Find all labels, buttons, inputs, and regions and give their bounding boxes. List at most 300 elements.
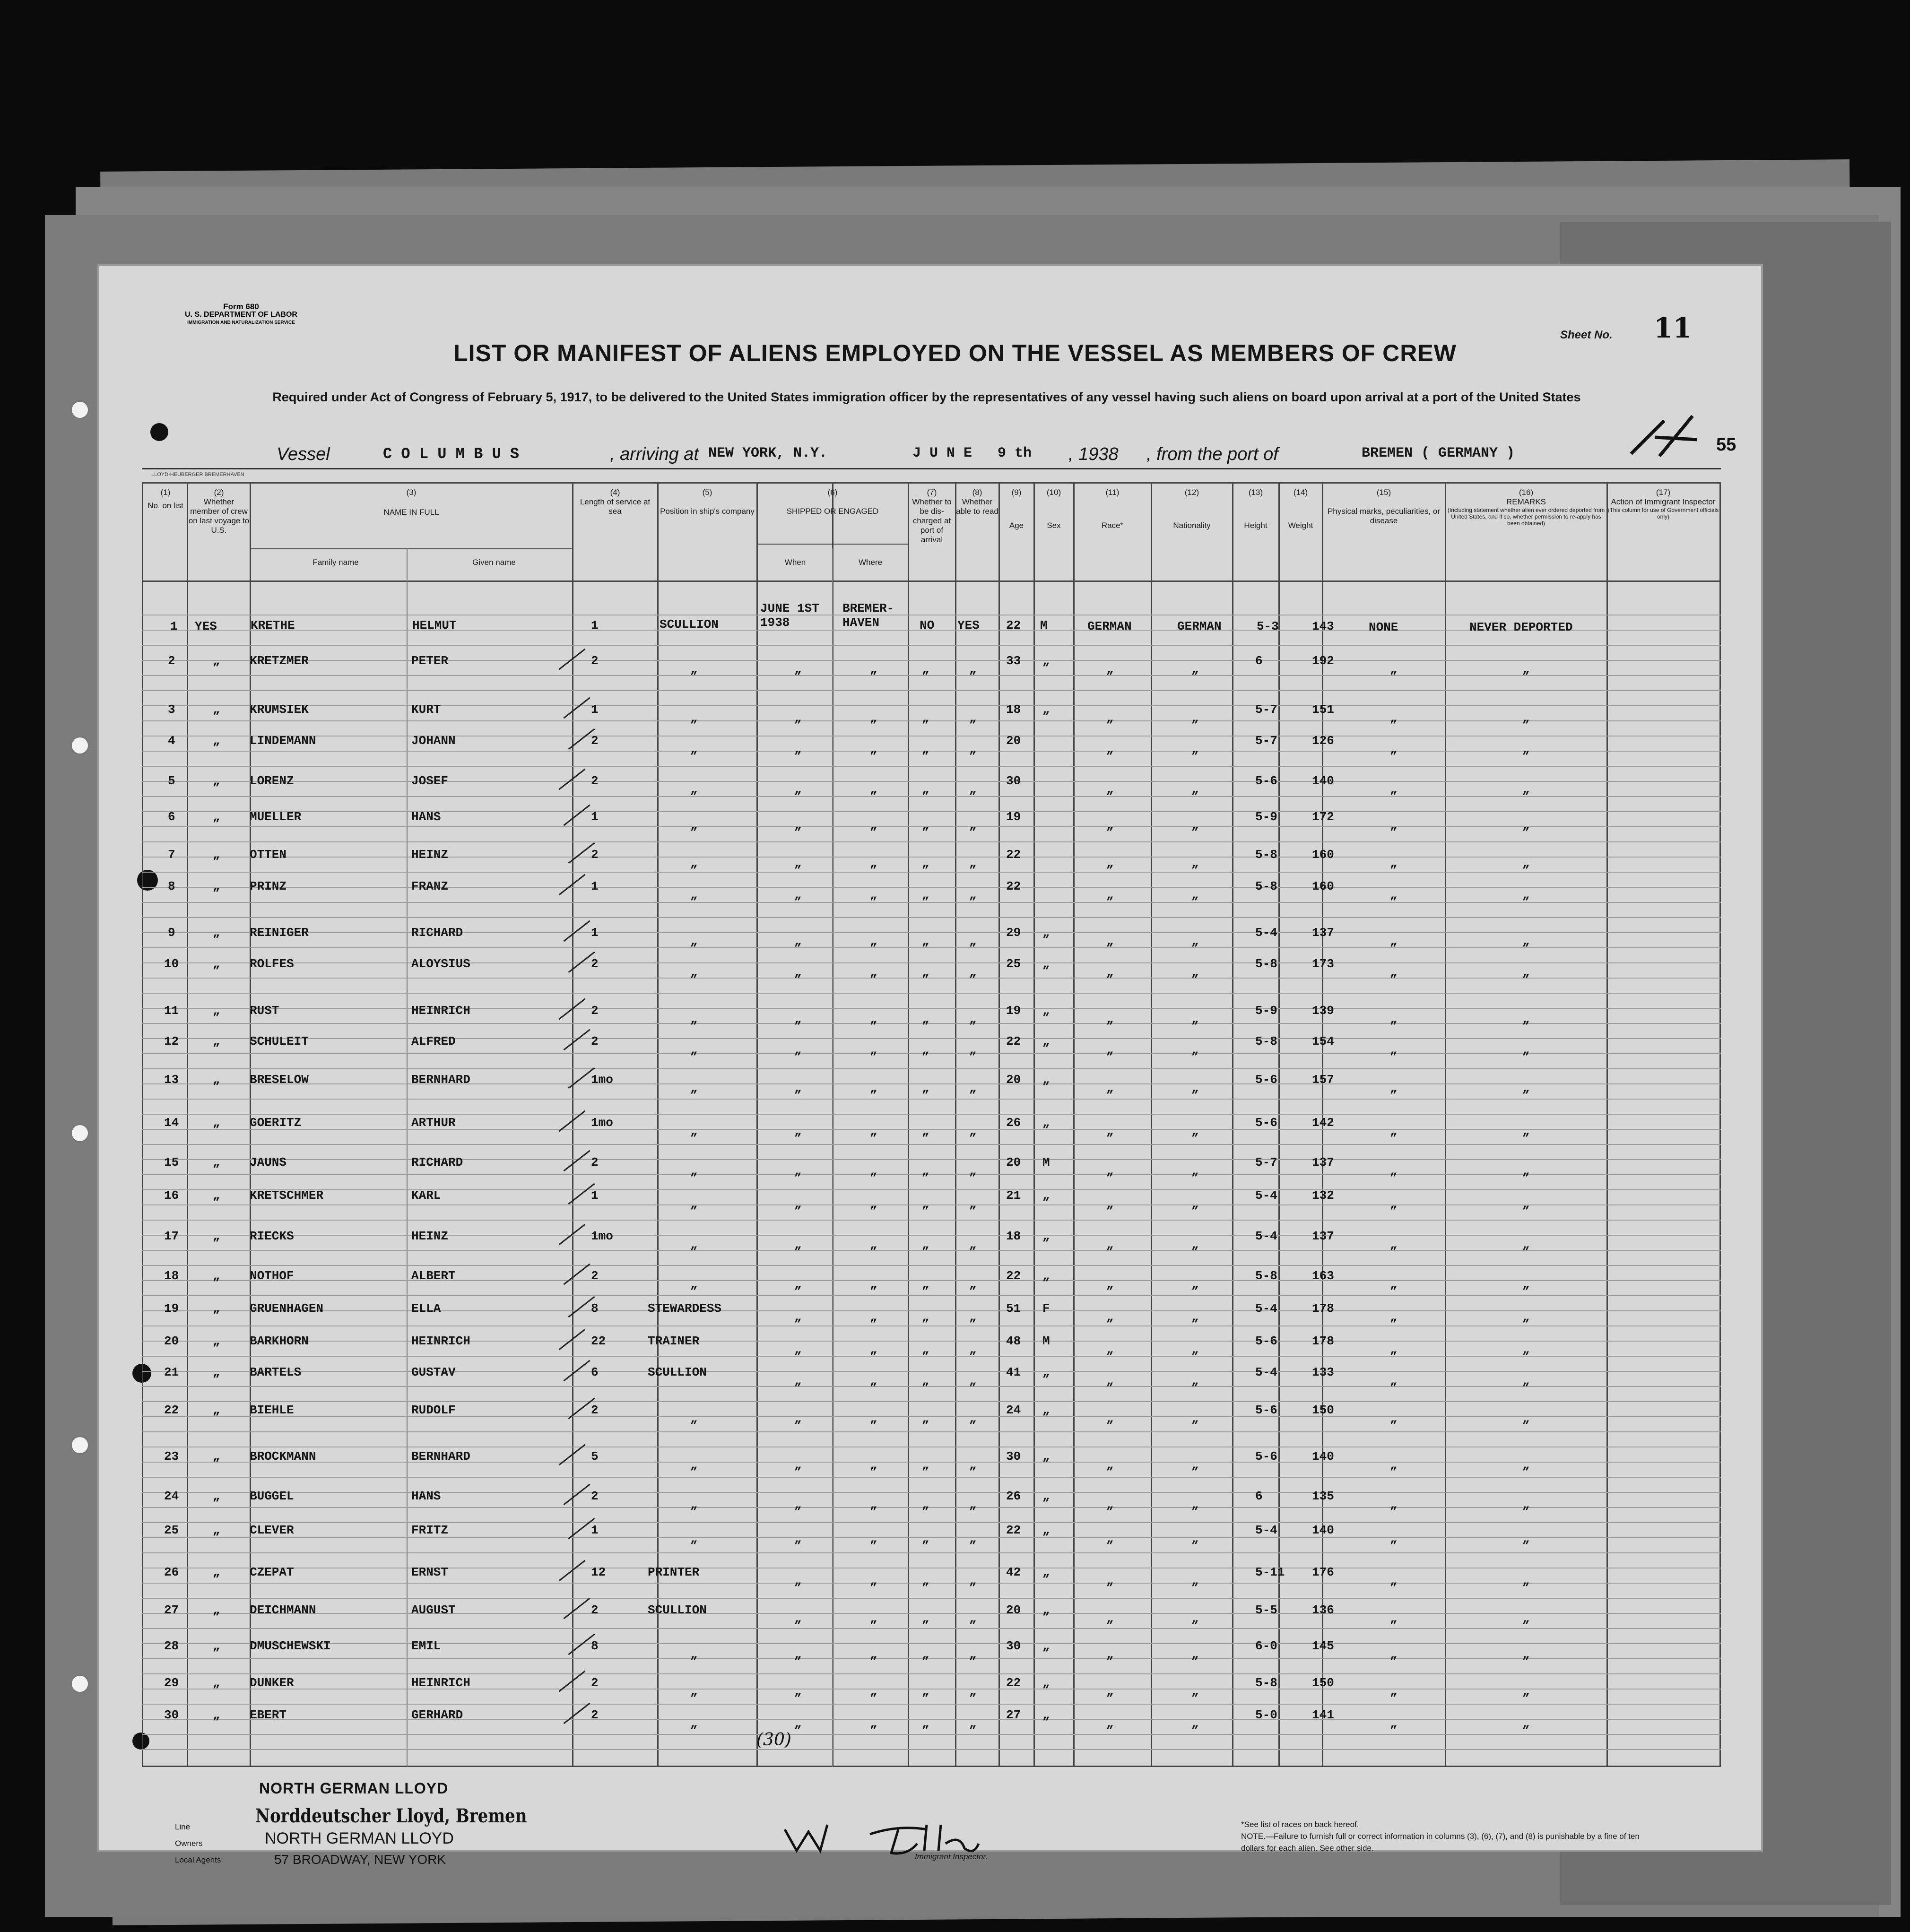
ditto-mark: „ [922,934,929,948]
vessel-name: C O L U M B U S [383,445,520,463]
position: „ [690,1532,698,1546]
ditto-mark: „ [794,1238,802,1252]
agents-label: Local Agents [175,1855,221,1864]
crew-member-flag: „ [213,1603,220,1617]
given-name: PETER [411,654,449,668]
ditto-mark: „ [1522,1647,1530,1662]
weight: 163 [1312,1269,1334,1283]
row-rule [142,766,1721,767]
row-rule [142,645,1721,646]
row-number: 22 [164,1403,179,1417]
name-subheader-rule [251,548,572,549]
position: STEWARDESS [648,1301,722,1316]
sex: „ [1042,1034,1050,1048]
crew-member-flag: „ [213,1301,220,1316]
ditto-mark: „ [922,1012,929,1026]
row-number: 8 [168,879,175,893]
age: 20 [1006,1073,1021,1087]
family-name: EBERT [250,1708,287,1722]
ditto-mark: „ [1106,1611,1114,1626]
service-length: 22 [591,1334,606,1348]
weight: 178 [1312,1334,1334,1348]
ditto-mark: „ [922,1412,929,1426]
ditto-mark: „ [1191,1310,1199,1324]
col17-header: (17) Action of Immigrant Inspector (This column for use of Government officials only) [1607,488,1719,520]
row-rule [142,1174,1721,1175]
given-name: ELLA [411,1301,441,1316]
row-rule [142,1431,1721,1432]
ditto-mark: „ [1106,1412,1114,1426]
age: 22 [1006,1269,1021,1283]
ditto-mark: „ [1390,1124,1398,1138]
family-name: KRETHE [251,618,295,632]
row-rule [142,705,1721,706]
col14-header: (14) Weight [1288,488,1313,530]
row-rule [142,1038,1721,1039]
family-name: CLEVER [250,1523,294,1537]
crew-member-flag: „ [213,810,220,824]
crew-member-flag: „ [213,1489,220,1503]
row-rule [142,1658,1721,1659]
position: „ [690,1498,698,1512]
ditto-mark: „ [969,1647,977,1662]
position: „ [690,818,698,832]
sex: „ [1042,1708,1050,1722]
row-rule [142,1416,1721,1417]
row-rule [142,1719,1721,1720]
ditto-mark: „ [870,1197,877,1211]
row-number: 30 [164,1708,179,1722]
ditto-mark: „ [1522,1458,1530,1472]
family-name: BRESELOW [250,1073,309,1087]
col15-header: (15) Physical marks, peculiarities, or disease [1327,488,1441,525]
race: GERMAN [1087,619,1132,633]
ditto-mark: „ [1191,1197,1199,1211]
ditto-mark: „ [922,1684,929,1698]
position: „ [690,1043,698,1057]
arrival-date: J U N E 9 th [912,445,1032,461]
ditto-mark: „ [794,1124,802,1138]
given-name: HANS [411,810,441,824]
crew-member-flag: „ [213,702,220,717]
ditto-mark: „ [1191,782,1199,797]
family-name: BIEHLE [250,1403,294,1417]
row-rule [142,1204,1721,1205]
ditto-mark: „ [1522,1124,1530,1138]
family-name: MUELLER [250,810,302,824]
height: 5-6 [1255,1073,1277,1087]
ditto-mark: „ [870,1574,877,1588]
ditto-mark: „ [870,1043,877,1057]
age: 30 [1006,774,1021,788]
age: 30 [1006,1449,1021,1464]
ditto-mark: „ [1106,742,1114,756]
col9-header: (9) Age [1009,488,1024,530]
crew-member-flag: „ [213,1708,220,1722]
ditto-mark: „ [1106,1574,1114,1588]
position: „ [690,1197,698,1211]
ditto-mark: „ [870,1310,877,1324]
arrival-port: NEW YORK, N.Y. [708,445,828,461]
row-rule [142,872,1721,873]
age: 20 [1006,1155,1021,1170]
ditto-mark: „ [794,1647,802,1662]
ditto-mark: „ [794,1374,802,1388]
row-number: 7 [168,848,175,862]
form-id-block [163,303,319,327]
sex: „ [1042,1639,1050,1653]
position: SCULLION [660,617,719,632]
position: „ [690,965,698,979]
ditto-mark: „ [969,1611,977,1626]
given-name: FRANZ [411,879,449,893]
ditto-mark: „ [870,782,877,797]
ditto-mark: „ [922,1532,929,1546]
crew-member-flag: „ [213,1334,220,1348]
col8-header: (8) Whether able to read [956,488,998,516]
subcolumn-divider [832,548,833,1767]
row-number: 5 [168,774,175,788]
given-name: RICHARD [411,926,463,940]
ditto-mark: „ [1191,711,1199,725]
sex: „ [1042,702,1050,717]
row-rule [142,1583,1721,1584]
age: 24 [1006,1403,1021,1417]
ditto-mark: „ [1106,1716,1114,1731]
ditto-mark: „ [969,1684,977,1698]
height: 5-8 [1255,848,1277,862]
ditto-mark: „ [1390,1012,1398,1026]
ditto-mark: „ [1191,1277,1199,1291]
col10-header: (10) Sex [1046,488,1061,530]
weight: 173 [1312,957,1334,971]
ditto-mark: „ [1191,1343,1199,1357]
ditto-mark: „ [969,1164,977,1178]
age: 26 [1006,1116,1021,1130]
page-subtitle: Required under Act of Congress of February 5, 1917, to be delivered to the United States immigration officer by the representatives of any vessel having such aliens on board upon arrival at a port of the United States [272,390,1581,404]
row-rule [142,1235,1721,1236]
height: 5-5 [1255,1603,1277,1617]
age: 20 [1006,734,1021,748]
inspector-label: Immigrant Inspector. [915,1852,988,1861]
ditto-mark: „ [1191,1498,1199,1512]
handwritten-mark [1626,411,1711,463]
height: 5-8 [1255,879,1277,893]
crew-member-flag: „ [213,1365,220,1379]
ditto-mark: „ [1106,1532,1114,1546]
sex: „ [1042,1365,1050,1379]
fine-note: NOTE.—Failure to furnish full or correct information in columns (3), (6), (7), and (8) is punishable by a fine of ten dollars for each alien. See other side. [1241,1832,1640,1853]
weight: 154 [1312,1034,1334,1048]
sex: „ [1042,1565,1050,1579]
shipped-when: JUNE 1ST 1938 [760,601,819,630]
given-name: RICHARD [411,1155,463,1170]
row-rule [142,781,1721,782]
crew-member-flag: „ [213,774,220,788]
height: 5-9 [1255,810,1277,824]
ditto-mark: „ [1106,1277,1114,1291]
service-length: 8 [591,1301,599,1316]
from-port-label: , from the port of [1146,444,1278,464]
ditto-mark: „ [1522,711,1530,725]
ditto-mark: „ [1191,1412,1199,1426]
row-rule [142,917,1721,918]
row-number: 15 [164,1155,179,1170]
ditto-mark: „ [1522,1164,1530,1178]
row-number: 12 [164,1034,179,1048]
ditto-mark: „ [1390,888,1398,902]
family-name: RUST [250,1004,279,1018]
ditto-mark: „ [1390,1164,1398,1178]
ditto-mark: „ [922,711,929,725]
col16-header: (16) REMARKS (Including statement whether alien ever ordered deported from United States, and if so, whether permission to re-apply has been obtained) [1447,488,1605,527]
crew-member-flag: „ [213,879,220,893]
age: 29 [1006,926,1021,940]
service-length: 2 [591,654,599,668]
service-length: 1 [591,1523,599,1537]
ditto-mark: „ [922,965,929,979]
given-name: HEINRICH [411,1676,470,1690]
family-name: REINIGER [250,926,309,940]
ditto-mark: „ [922,1374,929,1388]
family-name: OTTEN [250,848,287,862]
ditto-mark: „ [870,1012,877,1026]
col11-header: (11) Race* [1101,488,1124,530]
row-number: 19 [164,1301,179,1316]
service-length: 1 [591,702,599,717]
ditto-mark: „ [1390,1716,1398,1731]
service-length: 1mo [591,1116,613,1130]
given-name: BERNHARD [411,1449,470,1464]
service-length: 1mo [591,1073,613,1087]
ditto-mark: „ [1106,1684,1114,1698]
ditto-mark: „ [1106,888,1114,902]
ditto-mark: „ [1522,662,1530,676]
crew-member-flag: „ [213,1676,220,1690]
position: „ [690,1684,698,1698]
vessel-label: Vessel [277,444,330,464]
service-length: 2 [591,774,599,788]
position: TRAINER [648,1334,700,1348]
ditto-mark: „ [969,742,977,756]
position: „ [690,1012,698,1026]
row-number: 13 [164,1073,179,1087]
given-name: HEINRICH [411,1004,470,1018]
line-label: Line [175,1822,191,1831]
remarks: NEVER DEPORTED [1469,620,1573,634]
ditto-mark: „ [969,1238,977,1252]
height: 5-6 [1255,1116,1277,1130]
ditto-mark: „ [1522,1081,1530,1095]
margin-mark: 55 [1716,435,1736,455]
age: 41 [1006,1365,1021,1379]
row-rule [142,1099,1721,1100]
ditto-mark: „ [1390,1498,1398,1512]
ditto-mark: „ [1390,934,1398,948]
ditto-mark: „ [1522,742,1530,756]
ditto-mark: „ [870,1081,877,1095]
position: „ [690,1458,698,1472]
service-length: 1 [591,879,599,893]
given-name: HELMUT [412,618,457,632]
ditto-mark: „ [1191,1684,1199,1698]
row-rule [142,1068,1721,1069]
age: 22 [1006,1034,1021,1048]
row-number: 24 [164,1489,179,1503]
sex: M [1042,1334,1050,1348]
ditto-mark: „ [1390,856,1398,870]
row-number: 27 [164,1603,179,1617]
ditto-mark: „ [969,1043,977,1057]
owners-label: Owners [175,1839,203,1848]
department-name: U. S. DEPARTMENT OF LABOR [185,311,297,319]
sex: M [1040,618,1048,632]
ditto-mark: „ [922,1647,929,1662]
departure-port: BREMEN ( GERMANY ) [1362,445,1515,461]
age: 20 [1006,1603,1021,1617]
row-rule [142,826,1721,827]
ditto-mark: „ [1191,1716,1199,1731]
position: „ [690,1238,698,1252]
agents-value: NORTH GERMAN LLOYD [265,1829,454,1847]
age: 19 [1006,1004,1021,1018]
row-rule [142,1552,1721,1553]
ditto-mark: „ [1522,1374,1530,1388]
ditto-mark: „ [1106,782,1114,797]
sex: „ [1042,1229,1050,1243]
given-name: EMIL [411,1639,441,1653]
position: „ [690,1124,698,1138]
row-rule [142,932,1721,933]
position: „ [690,1277,698,1291]
family-name: LINDEMANN [250,734,316,748]
ditto-mark: „ [1390,1374,1398,1388]
age: 30 [1006,1639,1021,1653]
ditto-mark: „ [870,965,877,979]
ditto-mark: „ [922,1164,929,1178]
ditto-mark: „ [1191,662,1199,676]
row-rule [142,1371,1721,1372]
row-rule [142,1159,1721,1160]
row-rule [142,1522,1721,1523]
binder-hole [72,402,88,418]
ditto-mark: „ [794,711,802,725]
given-name: GUSTAV [411,1365,456,1379]
ditto-mark: „ [870,1458,877,1472]
row-number: 4 [168,734,175,748]
age: 42 [1006,1565,1021,1579]
physical-marks: NONE [1369,620,1398,634]
ditto-mark: „ [1106,818,1114,832]
ditto-mark: „ [1522,856,1530,870]
age: 21 [1006,1188,1021,1203]
row-rule [142,1598,1721,1599]
weight: 132 [1312,1188,1334,1203]
ditto-mark: „ [1522,1277,1530,1291]
ditto-mark: „ [969,888,977,902]
ditto-mark: „ [922,856,929,870]
position: „ [690,1081,698,1095]
sex: „ [1042,1188,1050,1203]
ditto-mark: „ [969,856,977,870]
ditto-mark: „ [1522,1012,1530,1026]
row-number: 9 [168,926,175,940]
row-number: 18 [164,1269,179,1283]
given-name: GERHARD [411,1708,463,1722]
ditto-mark: „ [922,1498,929,1512]
weight: 145 [1312,1639,1334,1653]
position: SCULLION [648,1365,707,1379]
weight: 157 [1312,1073,1334,1087]
family-name: BARTELS [250,1365,302,1379]
ditto-mark: „ [870,1611,877,1626]
ditto-mark: „ [1522,818,1530,832]
arrival-year: , 1938 [1068,444,1119,464]
ditto-mark: „ [1522,965,1530,979]
ditto-mark: „ [1522,782,1530,797]
col4-header: (4) Length of service at sea [580,488,651,516]
position: „ [690,662,698,676]
total-count: (30) [756,1730,791,1750]
row-rule [142,675,1721,676]
ditto-mark: „ [870,1532,877,1546]
ditto-mark: „ [969,782,977,797]
owners-value: Norddeutscher Lloyd, Bremen [255,1805,527,1827]
row-rule [142,1220,1721,1221]
service-length: 2 [591,1708,599,1722]
crew-member-flag: „ [213,1565,220,1579]
shipped-where: BREMER- HAVEN [842,601,894,630]
ditto-mark: „ [922,1574,929,1588]
family-name: ROLFES [250,957,294,971]
ditto-mark: „ [969,1716,977,1731]
crew-member-flag: „ [213,1155,220,1170]
ditto-mark: „ [1191,1012,1199,1026]
age: 51 [1006,1301,1021,1316]
row-rule [142,720,1721,721]
crew-member-flag: „ [213,1073,220,1087]
row-number: 11 [164,1004,179,1018]
ditto-mark: „ [870,1647,877,1662]
row-rule [142,902,1721,903]
weight: 150 [1312,1403,1334,1417]
family-name: BARKHORN [250,1334,309,1348]
sex: „ [1042,1269,1050,1283]
ditto-mark: „ [1106,1374,1114,1388]
row-number: 1 [170,619,178,633]
given-name: HANS [411,1489,441,1503]
height: 5-9 [1255,1004,1277,1018]
family-name: DUNKER [250,1676,294,1690]
sex: „ [1042,1523,1050,1537]
ditto-mark: „ [794,818,802,832]
position: PRINTER [648,1565,700,1579]
ditto-mark: „ [1106,1197,1114,1211]
ditto-mark: „ [870,1498,877,1512]
weight: 137 [1312,1155,1334,1170]
ditto-mark: „ [794,782,802,797]
col7-header: (7) Whether to be dis-charged at port of arrival [912,488,952,544]
age: 22 [1006,1676,1021,1690]
row-rule [142,841,1721,842]
discharged: NO [920,618,935,632]
row-number: 20 [164,1334,179,1348]
row-rule [142,1462,1721,1463]
height: 5-4 [1255,926,1277,940]
row-rule [142,993,1721,994]
ditto-mark: „ [1191,1043,1199,1057]
row-rule [142,1356,1721,1357]
